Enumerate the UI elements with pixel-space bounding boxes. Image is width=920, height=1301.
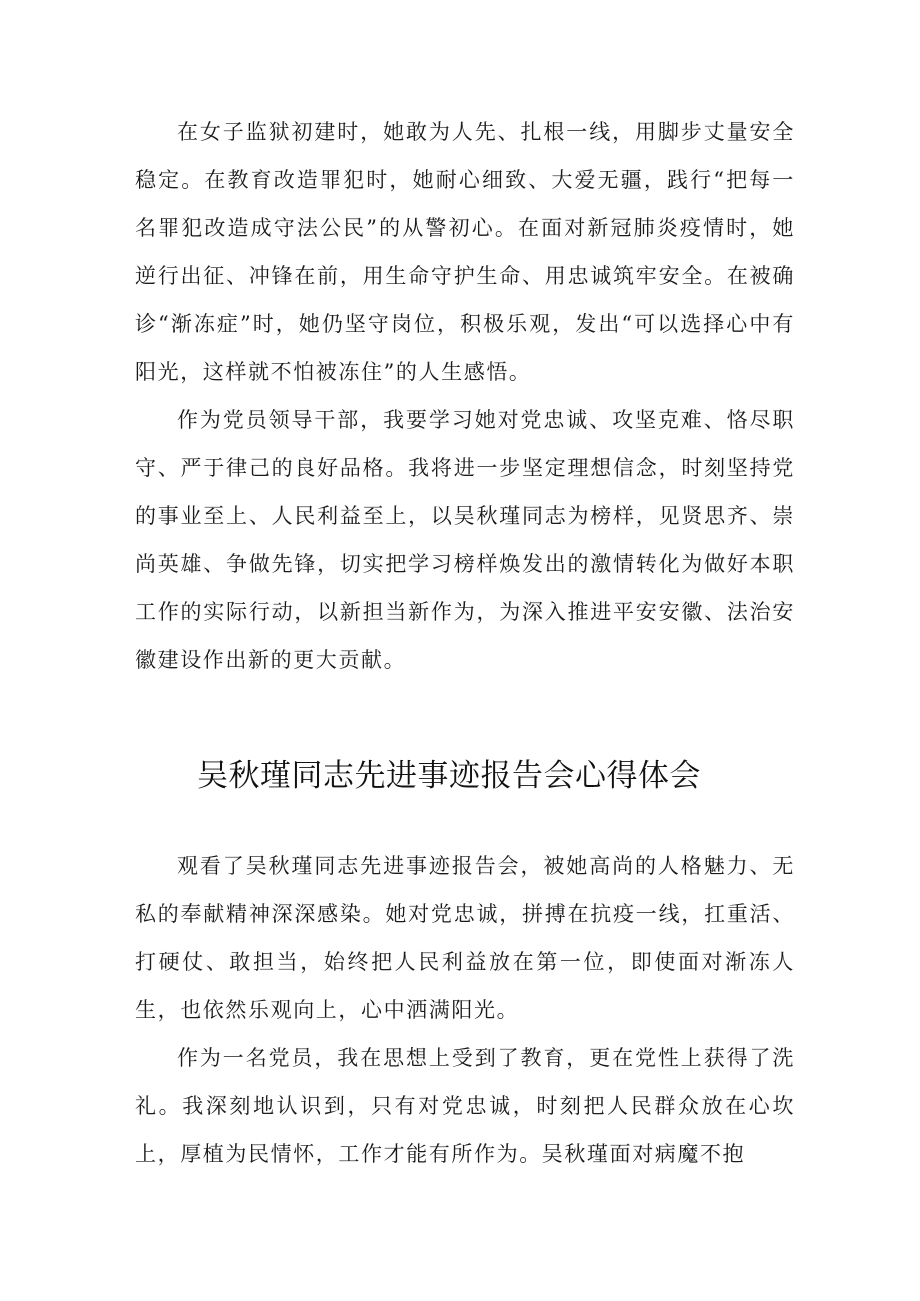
body-paragraph: 观看了吴秋瑾同志先进事迹报告会，被她高尚的人格魅力、无私的奉献精神深深感染。她对党忠诚，拼搏在抗疫一线，扛重活、打硬仗、敢担当，始终把人民利益放在第一位，即使面对渐冻人生，也依然乐观向上，心中洒满阳光。 <box>135 854 795 1022</box>
body-paragraph: 作为一名党员，我在思想上受到了教育，更在党性上获得了洗礼。我深刻地认识到，只有对党忠诚，时刻把人民群众放在心坎上，厚植为民情怀，工作才能有所作为。吴秋瑾面对病魔不抱 <box>135 1046 795 1166</box>
article-title: 吴秋瑾同志先进事迹报告会心得体会 <box>197 758 701 794</box>
body-paragraph: 作为党员领导干部，我要学习她对党忠诚、攻坚克难、恪尽职守、严于律己的良好品格。我将进一步坚定理想信念，时刻坚持党的事业至上、人民利益至上，以吴秋瑾同志为榜样，见贤思齐、崇尚英雄、争做先锋，切实把学习榜样焕发出的激情转化为做好本职工作的实际行动，以新担当新作为，为深入推进平安安徽、法治安徽建设作出新的更大贡献。 <box>135 408 795 672</box>
body-paragraph: 在女子监狱初建时，她敢为人先、扎根一线，用脚步丈量安全稳定。在教育改造罪犯时，她耐心细致、大爱无疆，践行“把每一名罪犯改造成守法公民”的从警初心。在面对新冠肺炎疫情时，她逆行出征、冲锋在前，用生命守护生命、用忠诚筑牢安全。在被确诊“渐冻症”时，她仍坚守岗位，积极乐观，发出“可以选择心中有阳光，这样就不怕被冻住”的人生感悟。 <box>135 120 795 384</box>
